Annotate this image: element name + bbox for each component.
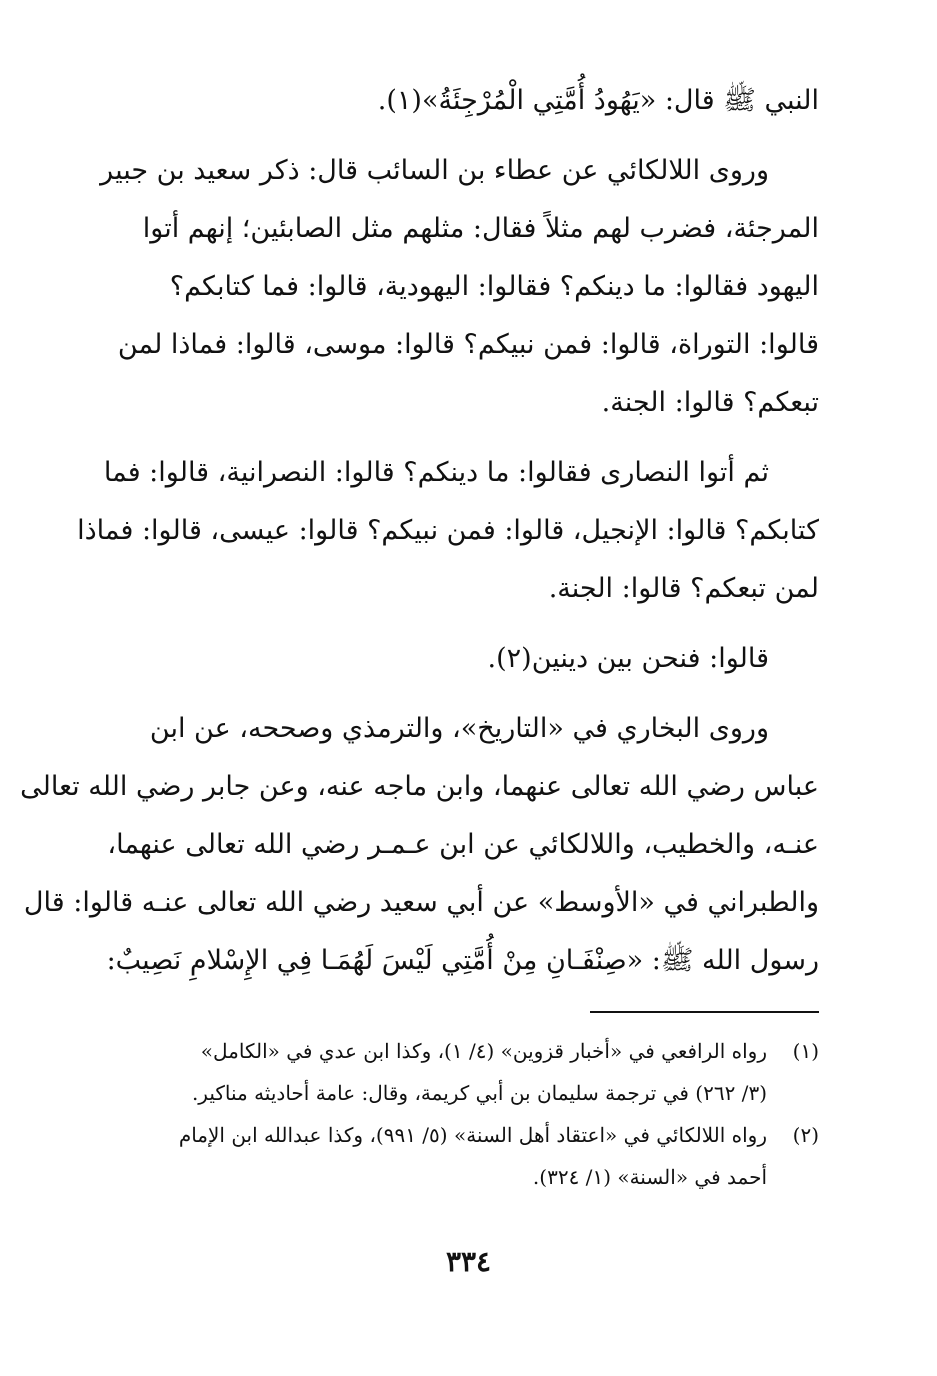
text-line: وروى البخاري في «التاريخ»، والترمذي وصححه، عن ابن bbox=[149, 713, 769, 744]
main-text bbox=[20, 72, 819, 990]
text-line: المرجئة، فضرب لهم مثلاً فقال: مثلهم مثل الصابئين؛ إنهم أتوا bbox=[142, 213, 819, 244]
text-line: قالوا: فنحن بين دينين(٢). bbox=[487, 643, 769, 674]
text-line: النبي ﷺ قال: «يَهُودُ أُمَّتِي الْمُرْجِئَةُ»(١). bbox=[377, 85, 819, 116]
text-line: رسول الله ﷺ: «صِنْفَـانِ مِنْ أُمَّتِي لَيْسَ لَهُمَـا فِي الإِسْلامِ نَصِيبٌ: bbox=[106, 945, 819, 976]
text-line: لمن تبعكم؟ قالوا: الجنة. bbox=[548, 573, 819, 604]
footnote-1 bbox=[103, 1030, 819, 1072]
footnotes bbox=[103, 1030, 819, 1198]
footnote-2 bbox=[103, 1114, 819, 1156]
footnote-number: (٢) bbox=[792, 1123, 819, 1147]
text-line: تبعكم؟ قالوا: الجنة. bbox=[601, 387, 819, 418]
footnote-divider bbox=[590, 1011, 819, 1013]
footnote-text: (٣/ ٢٦٢) في ترجمة سليمان بن أبي كريمة، وقال: عامة أحاديثه مناكير. bbox=[191, 1081, 767, 1105]
footnote-text: رواه الرافعي في «أخبار قزوين» (٤/ ١)، وكذا ابن عدي في «الكامل» bbox=[200, 1039, 767, 1063]
footnote-text: رواه اللالكائي في «اعتقاد أهل السنة» (٥/ ٩٩١)، وكذا عبدالله ابن الإمام bbox=[178, 1123, 767, 1147]
text-line: اليهود فقالوا: ما دينكم؟ فقالوا: اليهودية، قالوا: فما كتابكم؟ bbox=[169, 271, 819, 302]
text-line: والطبراني في «الأوسط» عن أبي سعيد رضي الله تعالى عنـه قالوا: قال bbox=[23, 887, 819, 918]
text-line: عنـه، والخطيب، واللالكائي عن ابن عـمـر رضي الله تعالى عنهما، bbox=[107, 829, 819, 860]
text-line: كتابكم؟ قالوا: الإنجيل، قالوا: فمن نبيكم؟ قالوا: عيسى، قالوا: فماذا bbox=[77, 515, 819, 546]
text-line: وروى اللالكائي عن عطاء بن السائب قال: ذكر سعيد بن جبير bbox=[100, 155, 769, 186]
footnote-number: (١) bbox=[792, 1039, 819, 1063]
footnote-text: أحمد في «السنة» (١/ ٣٢٤). bbox=[532, 1165, 767, 1189]
text-line: ثم أتوا النصارى فقالوا: ما دينكم؟ قالوا: النصرانية، قالوا: فما bbox=[103, 457, 769, 488]
text-line: قالوا: التوراة، قالوا: فمن نبيكم؟ قالوا: موسى، قالوا: فماذا لمن bbox=[117, 329, 819, 360]
text-line: عباس رضي الله تعالى عنهما، وابن ماجه عنه، وعن جابر رضي الله تعالى bbox=[20, 771, 819, 802]
page-number: ٣٣٤ bbox=[445, 1245, 492, 1278]
